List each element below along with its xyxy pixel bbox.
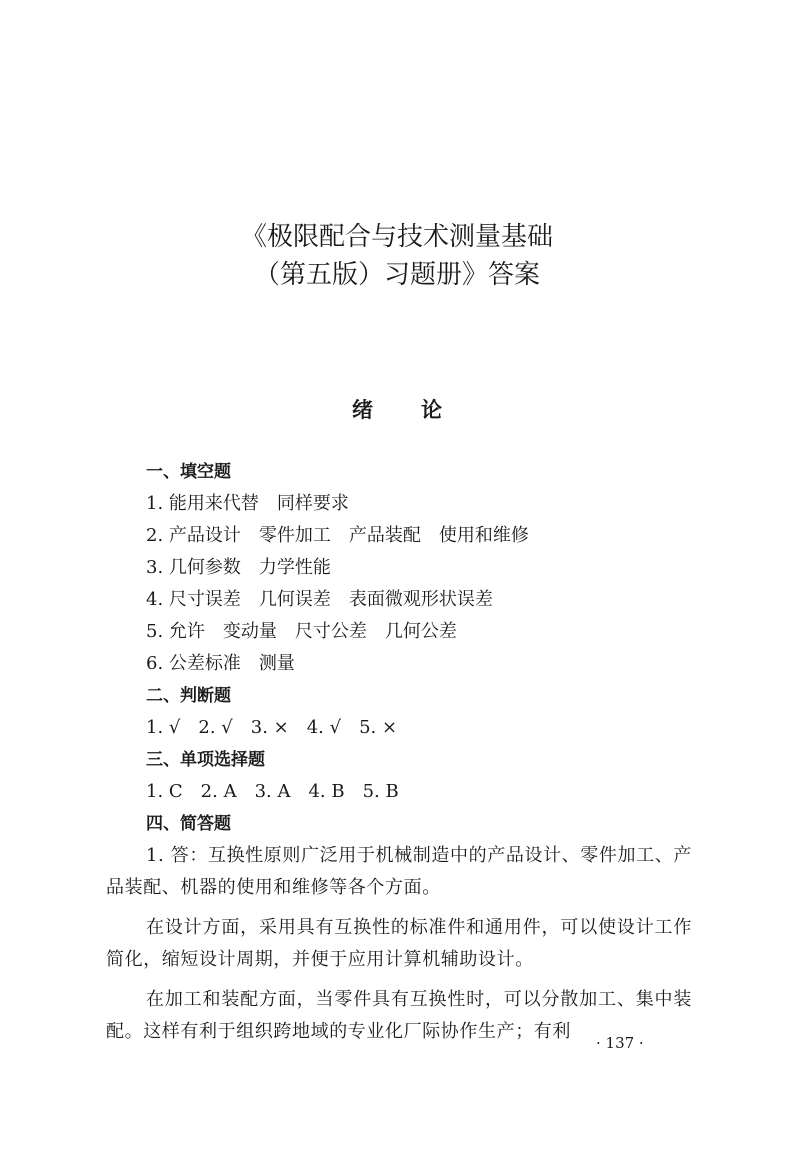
answer-item: 几何误差 bbox=[258, 589, 331, 610]
answer-item: 测量 bbox=[258, 653, 295, 674]
answer-item: 1. 能用来代替 bbox=[146, 493, 259, 514]
answer-item: 力学性能 bbox=[258, 557, 331, 578]
section-heading: 三、单项选择题 bbox=[146, 750, 265, 770]
answer-item: 6. 公差标准 bbox=[146, 653, 241, 674]
answer-paragraph: 1. 答：互换性原则广泛用于机械制造中的产品设计、零件加工、产品装配、机器的使用和维修等各个方面。 bbox=[106, 845, 692, 898]
answer-item: 1. C bbox=[146, 781, 183, 802]
answer-item: 表面微观形状误差 bbox=[348, 589, 493, 610]
book-title bbox=[0, 218, 794, 294]
answer-line bbox=[106, 616, 692, 648]
answer-line bbox=[106, 776, 692, 808]
answer-line bbox=[106, 520, 692, 552]
answer-item: 3. A bbox=[254, 781, 291, 802]
answer-content bbox=[106, 456, 692, 1056]
answer-item: 4. 尺寸误差 bbox=[146, 589, 241, 610]
answer-item: 4. B bbox=[308, 781, 345, 802]
answer-item: 尺寸公差 bbox=[294, 621, 367, 642]
answer-item: 2. 产品设计 bbox=[146, 525, 241, 546]
book-title-line-1: 《极限配合与技术测量基础 bbox=[240, 222, 553, 252]
answer-line bbox=[106, 648, 692, 680]
answer-item: 零件加工 bbox=[258, 525, 331, 546]
answer-item: 4. √ bbox=[306, 717, 342, 738]
section-heading: 一、填空题 bbox=[146, 462, 231, 482]
answer-line bbox=[106, 552, 692, 584]
answer-line bbox=[106, 584, 692, 616]
answer-item: 2. A bbox=[200, 781, 237, 802]
answer-item: 几何公差 bbox=[384, 621, 457, 642]
answer-paragraph: 在设计方面，采用具有互换性的标准件和通用件，可以使设计工作简化，缩短设计周期，并便于应用计算机辅助设计。 bbox=[106, 917, 692, 970]
answer-item: 同样要求 bbox=[276, 493, 349, 514]
answer-item: 3. × bbox=[250, 717, 289, 738]
answer-item: 5. 允许 bbox=[146, 621, 205, 642]
answer-item: 产品装配 bbox=[348, 525, 421, 546]
answer-item: 使用和维修 bbox=[438, 525, 529, 546]
section-heading: 二、判断题 bbox=[146, 686, 231, 706]
page-number: · 137 · bbox=[596, 1034, 644, 1052]
answer-item: 5. × bbox=[359, 717, 398, 738]
answer-item: 1. √ bbox=[146, 717, 181, 738]
answer-line bbox=[106, 712, 692, 744]
section-heading: 四、简答题 bbox=[146, 814, 231, 834]
answer-item: 2. √ bbox=[198, 717, 233, 738]
answer-line bbox=[106, 488, 692, 520]
book-title-line-2: （第五版）习题册》答案 bbox=[253, 260, 540, 290]
answer-item: 变动量 bbox=[222, 621, 277, 642]
answer-item: 5. B bbox=[362, 781, 399, 802]
answer-item: 3. 几何参数 bbox=[146, 557, 241, 578]
answer-paragraph: 在加工和装配方面，当零件具有互换性时，可以分散加工、集中装配。这样有利于组织跨地域的专业化厂际协作生产；有利 bbox=[106, 989, 692, 1042]
chapter-title: 绪论 bbox=[352, 398, 490, 422]
